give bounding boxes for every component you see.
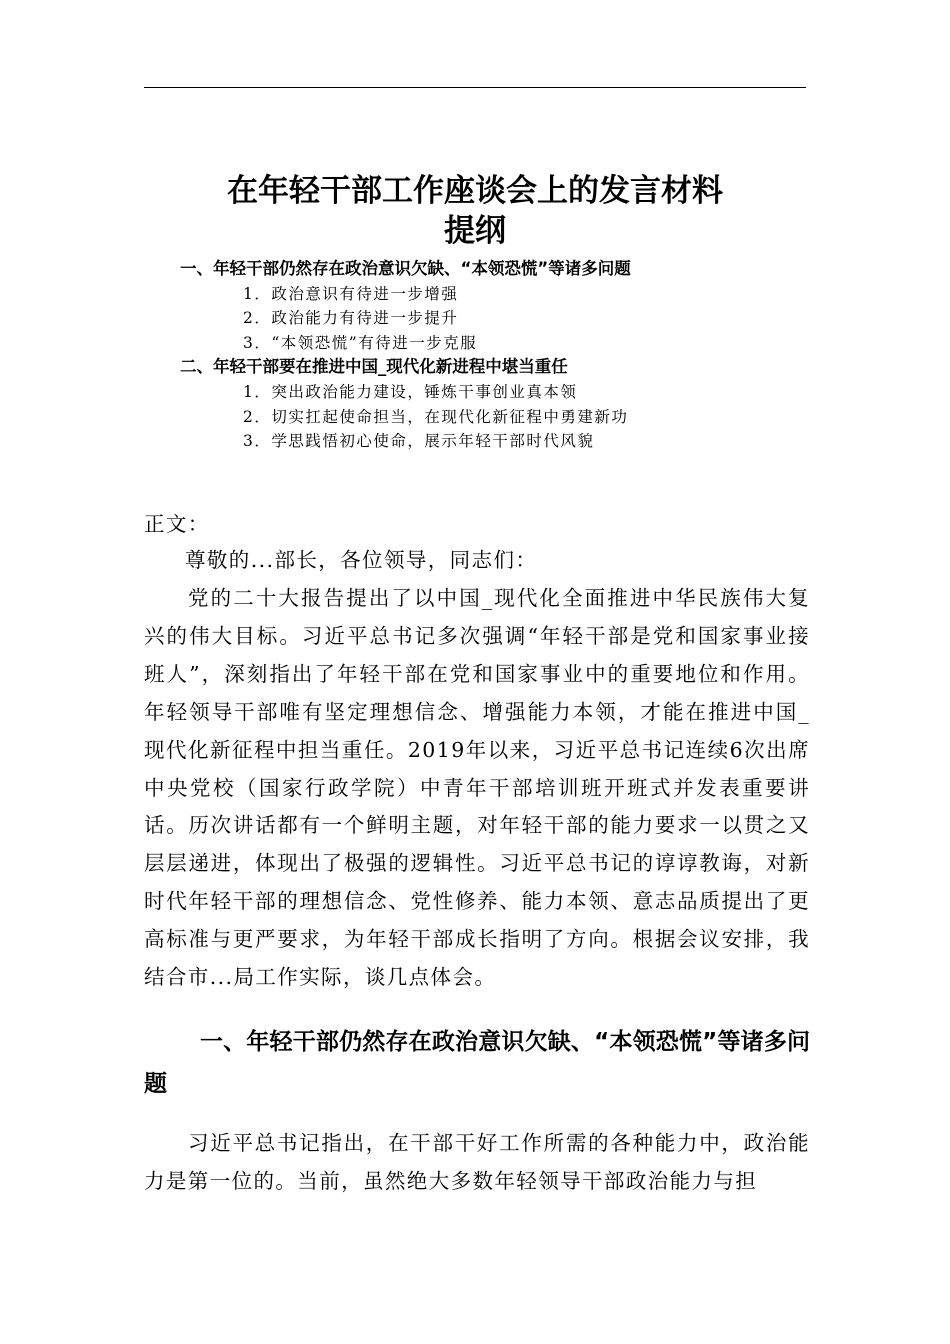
outline-item: 1．突出政治能力建设，锤炼干事创业真本领	[243, 383, 578, 401]
outline-item: 2．政治能力有待进一步提升	[243, 309, 459, 327]
document-title-subtitle: 提纲	[444, 213, 506, 249]
document-title: 在年轻干部工作座谈会上的发言材料	[227, 173, 723, 209]
outline-item: 2．切实扛起使命担当，在现代化新征程中勇建新功	[243, 408, 629, 426]
greeting: 尊敬的...部长，各位领导，同志们：	[185, 548, 538, 572]
outline-item: 1．政治意识有待进一步增强	[243, 285, 459, 303]
body-paragraph: 习近平总书记指出，在干部干好工作所需的各种能力中，政治能力是第一位的。当前，虽然绝大多数年轻领导干部政治能力与担	[144, 1131, 810, 1193]
body-label: 正文：	[144, 512, 210, 536]
outline-item: 3．“本领恐慌”有待进一步克服	[243, 334, 478, 352]
outline-heading-1: 一、年轻干部仍然存在政治意识欠缺、“本领恐慌”等诸多问题	[180, 259, 631, 278]
outline-heading-2: 二、年轻干部要在推进中国_现代化新进程中堪当重任	[180, 357, 568, 376]
section-heading: 一、年轻干部仍然存在政治意识欠缺、“本领恐慌”等诸多问题	[144, 1029, 810, 1097]
outline-item: 3．学思践悟初心使命，展示年轻干部时代风貌	[243, 432, 595, 450]
header-rule	[144, 87, 806, 88]
body-paragraph: 党的二十大报告提出了以中国_现代化全面推进中华民族伟大复兴的伟大目标。习近平总书记多次强调“年轻干部是党和国家事业接班人”，深刻指出了年轻干部在党和国家事业中的重要地位和作用。年轻领导干部唯有坚定理想信念、增强能力本领，才能在推进中国_现代化新征程中担当重任。2019年以来，习近平总书记连续6次出席中央党校（国家行政学院）中青年干部培训班开班式并发表重要讲话。历次讲话都有一个鲜明主题，对年轻干部的能力要求一以贯之又层层递进，体现出了极强的逻辑性。习近平总书记的谆谆教诲，对新时代年轻干部的理想信念、党性修养、能力本领、意志品质提出了更高标准与更严要求，为年轻干部成长指明了方向。根据会议安排，我结合市...局工作实际，谈几点体会。	[144, 586, 810, 990]
